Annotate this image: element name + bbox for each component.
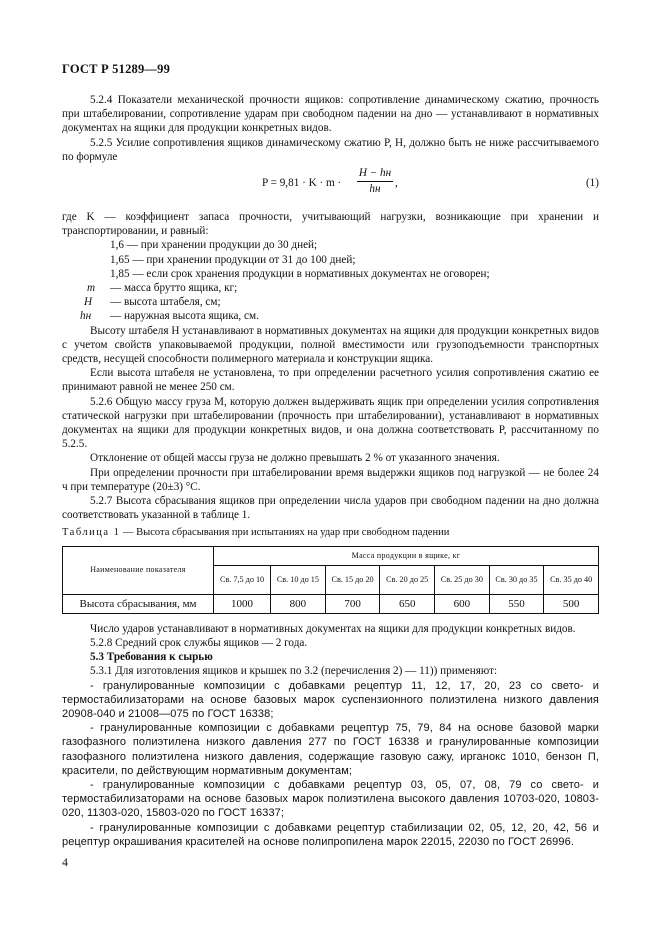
- desc-m: — масса брутто ящика, кг;: [110, 282, 238, 295]
- desc-H: — высота штабеля, см;: [110, 296, 221, 309]
- table-column-header: Св. 25 до 30: [435, 565, 490, 594]
- table-1-caption: [62, 526, 599, 540]
- table-column-header: Св. 15 до 20: [325, 565, 380, 594]
- k-value-1: 1,6 — при хранении продукции до 30 дней;: [110, 239, 318, 252]
- formula-fraction: [357, 166, 393, 196]
- table-cell: 650: [380, 594, 435, 613]
- definition-H: [62, 295, 599, 309]
- table-cell: 550: [489, 594, 544, 613]
- variable-definitions: [62, 281, 599, 324]
- table-column-header: Св. 30 до 35: [489, 565, 544, 594]
- paragraph-5-2-4: 5.2.4 Показатели механической прочности ящиков: сопротивление динамическому сжатию, прочность при штабелировании, сопротивление ударам при свободном падении на дно — устанавливают в нормативных документах на ящики для продукции конкретных видов.: [62, 94, 599, 135]
- drop-height-table: [62, 546, 599, 614]
- formula-1: [62, 166, 599, 210]
- desc-h: — наружная высота ящика, см.: [110, 310, 259, 323]
- section-5-3-title: 5.3 Требования к сырью: [90, 651, 213, 664]
- definition-m: [62, 281, 599, 295]
- paragraph-stack-height-default: Если высота штабеля не установлена, то при определении расчетного усилия сопротивления сжатию ее принимают равной не менее 250 см.: [62, 367, 599, 394]
- paragraph-stack-height: Высоту штабеля H устанавливают в нормативных документах на ящики для продукции конкретных видов с учетом свойств упаковываемой продукции, полной вместимости или грузоподъемности транспортных средств, несущей способности полимерного материала и конструкции ящика.: [62, 324, 599, 366]
- table-cell: 500: [544, 594, 599, 613]
- table-column-header: Св. 7,5 до 10: [214, 565, 271, 594]
- table-row-label: Высота сбрасывания, мм: [63, 594, 214, 613]
- page-number: 4: [62, 855, 68, 869]
- formula-numerator: H − hн: [357, 166, 393, 182]
- paragraph-5-3-1: 5.3.1 Для изготовления ящиков и крышек по 3.2 (перечисления 2) — 11)) применяют:: [90, 665, 498, 678]
- symbol-H: H: [84, 296, 93, 309]
- table-column-header: Св. 10 до 15: [271, 565, 326, 594]
- k-value-2: 1,65 — при хранении продукции от 31 до 100 дней;: [110, 253, 356, 266]
- formula-number: (1): [585, 177, 599, 190]
- table-caption-text: — Высота сбрасывания при испытаниях на удар при свободном падении: [120, 527, 450, 539]
- paragraph-deviation: Отклонение от общей массы груза не должно превышать 2 % от указанного значения.: [90, 452, 500, 465]
- list-item: - гранулированные композиции с добавками рецептур стабилизации 02, 05, 12, 20, 42, 56 и рецептур окрашивания красителей на основе полипропилена марок 22015, 22030 по ГОСТ 26996.: [62, 821, 599, 848]
- table-cell: 1000: [214, 594, 271, 613]
- definition-k: где K — коэффициент запаса прочности, учитывающий нагрузки, возникающие при хранении и транспортировании, и равный:: [62, 211, 599, 238]
- formula-denominator: hн: [369, 183, 381, 196]
- paragraph-5-2-5: 5.2.5 Усилие сопротивления ящиков динамическому сжатию P, Н, должно быть не ниже рассчитываемого по формуле: [62, 136, 599, 163]
- paragraph-5-2-7: 5.2.7 Высота сбрасывания ящиков при определении числа ударов при свободном падении на дно должна соответствовать указанной в таблице 1.: [62, 495, 599, 522]
- table-caption-label: Таблица 1: [62, 527, 121, 539]
- table-group-header: Масса продукции в ящике, кг: [214, 546, 599, 565]
- document-body: [62, 93, 599, 849]
- formula-lhs: P = 9,81 · K · m ·: [262, 177, 342, 190]
- symbol-h: hн: [80, 310, 92, 323]
- table-row-header: Наименование показателя: [63, 546, 214, 594]
- table-row: [63, 594, 599, 613]
- paragraph-hold-time: При определении прочности при штабелировании время выдержки ящиков под нагрузкой — не более 24 ч при температуре (20±3) °C.: [62, 466, 599, 493]
- table-column-header: Св. 20 до 25: [380, 565, 435, 594]
- list-item: - гранулированные композиции с добавками рецептур 75, 79, 84 на основе базовой марки газофазного полиэтилена низкого давления 277 по ГОСТ 16338 и гранулированные композиции газофазного полиэтилена низкого давления, содержащие газовую сажу, ирганокс 1010, бензон П, красители, по действующим нормативным документам;: [62, 722, 599, 777]
- list-item: - гранулированные композиции с добавками рецептур 11, 12, 17, 20, 23 со свето- и термостабилизаторами на основе базовых марок суспензионного полиэтилена низкого давления 20908-040 и 21008—075 по ГОСТ 16338;: [62, 679, 599, 720]
- document-header: ГОСТ Р 51289—99: [62, 62, 171, 76]
- formula-comma: ,: [395, 177, 398, 190]
- table-cell: 700: [325, 594, 380, 613]
- paragraph-5-2-6: 5.2.6 Общую массу груза M, которую должен выдерживать ящик при определении усилия сопротивления статической нагрузки при штабелировании (прочность при штабелировании), устанавливают в нормативных документах на ящики для продукции конкретных видов, и она должна соответствовать P, рассчитанному по 5.2.5.: [62, 395, 599, 451]
- paragraph-5-2-8: 5.2.8 Средний срок службы ящиков — 2 года.: [90, 636, 308, 649]
- symbol-m: m: [87, 282, 96, 295]
- paragraph-impacts: Число ударов устанавливают в нормативных документах на ящики для продукции конкретных видов.: [90, 622, 576, 635]
- table-cell: 800: [271, 594, 326, 613]
- table-cell: 600: [435, 594, 490, 613]
- definition-h: [62, 309, 599, 323]
- table-column-header: Св. 35 до 40: [544, 565, 599, 594]
- k-value-3: 1,85 — если срок хранения продукции в нормативных документах не оговорен;: [110, 267, 490, 280]
- list-item: - гранулированные композиции с добавками рецептур 03, 05, 07, 08, 79 со свето- и термостабилизаторами на основе базовых марок полиэтилена высокого давления 10703-020, 10803-020, 11303-020, 15803-020 по ГОСТ 16337;: [62, 778, 599, 820]
